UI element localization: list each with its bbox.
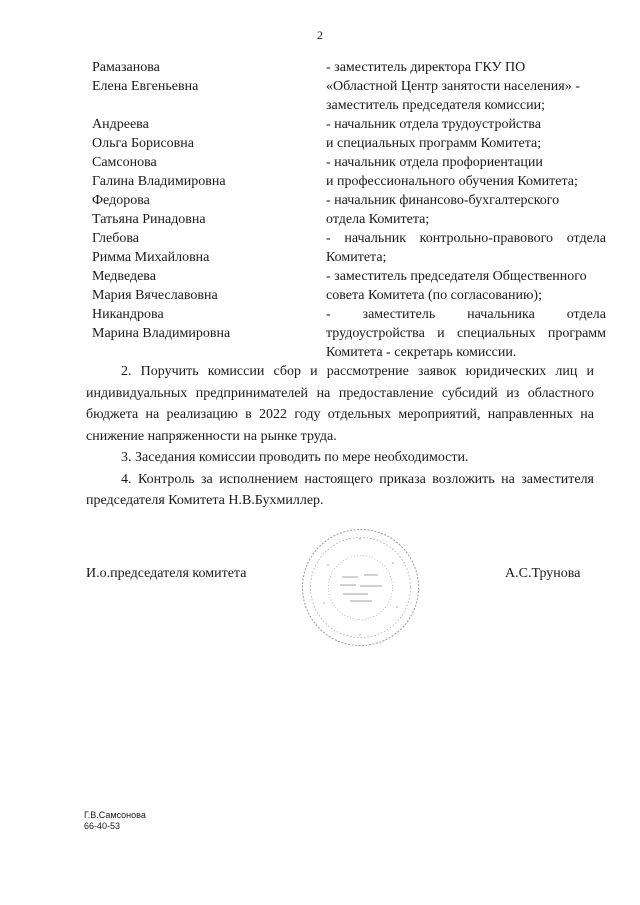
member-role bbox=[326, 191, 606, 229]
order-item-3: 3. Заседания комиссии проводить по мере необходимости. bbox=[121, 450, 469, 465]
member-role bbox=[326, 58, 606, 115]
order-item-4: 4. Контроль за исполнением настоящего приказа возложить на заместителя председателя Комитета Н.В.Бухмиллер. bbox=[86, 471, 594, 508]
commission-members-list bbox=[92, 58, 612, 362]
role-line: Комитета; bbox=[326, 250, 387, 265]
member-surname: Федорова bbox=[92, 193, 150, 208]
role-line: и профессионального обучения Комитета; bbox=[326, 174, 578, 189]
member-surname: Самсонова bbox=[92, 155, 157, 170]
member-role bbox=[326, 115, 606, 153]
executor-footer bbox=[84, 810, 146, 832]
member-name bbox=[92, 229, 312, 267]
signatory-name: А.С.Трунова bbox=[505, 566, 581, 581]
role-line: - начальник отдела трудоустройства bbox=[326, 117, 541, 132]
page-number: 2 bbox=[317, 28, 323, 42]
member-given-names: Римма Михайловна bbox=[92, 250, 210, 265]
member-entry bbox=[92, 191, 612, 229]
member-name bbox=[92, 115, 312, 153]
signatory-title: И.о.председателя комитета bbox=[86, 566, 247, 581]
role-line: - заместитель директора ГКУ ПО bbox=[326, 60, 526, 75]
member-entry bbox=[92, 305, 612, 362]
member-entry bbox=[92, 153, 612, 191]
member-surname: Андреева bbox=[92, 117, 149, 132]
role-line: - начальник отдела профориентации bbox=[326, 155, 543, 170]
role-line: заместитель председателя комиссии; bbox=[326, 98, 545, 113]
member-given-names: Марина Владимировна bbox=[92, 326, 231, 341]
role-line: отдела Комитета; bbox=[326, 212, 430, 227]
member-entry bbox=[92, 58, 612, 115]
role-line: - заместитель председателя Общественного bbox=[326, 269, 587, 284]
member-entry bbox=[92, 229, 612, 267]
member-given-names: Ольга Борисовна bbox=[92, 136, 194, 151]
member-given-names: Татьяна Ринадовна bbox=[92, 212, 206, 227]
role-line: трудоустройства и специальных программ bbox=[326, 326, 606, 341]
order-items bbox=[86, 361, 594, 512]
member-given-names: Мария Вячеславовна bbox=[92, 288, 218, 303]
role-line: Комитета - секретарь комиссии. bbox=[326, 345, 517, 360]
member-surname: Медведева bbox=[92, 269, 156, 284]
member-role bbox=[326, 229, 606, 267]
role-line: «Областной Центр занятости населения» - bbox=[326, 79, 580, 94]
role-line: совета Комитета (по согласованию); bbox=[326, 288, 542, 303]
executor-name: Г.В.Самсонова bbox=[84, 810, 146, 820]
member-surname: Рамазанова bbox=[92, 60, 160, 75]
member-role bbox=[326, 305, 606, 362]
member-role bbox=[326, 267, 606, 305]
role-line: - начальник контрольно-правового отдела bbox=[326, 231, 606, 246]
member-entry bbox=[92, 267, 612, 305]
member-surname: Глебова bbox=[92, 231, 140, 246]
member-given-names: Галина Владимировна bbox=[92, 174, 226, 189]
role-line: и специальных программ Комитета; bbox=[326, 136, 542, 151]
member-name bbox=[92, 153, 312, 191]
order-item-2: 2. Поручить комиссии сбор и рассмотрение заявок юридических лиц и индивидуальных предпринимателей на предоставление субсидий из областного бюджета на реализацию в 2022 году отдельных мероприятий, направленных на снижение напряженности на рынке труда. bbox=[86, 364, 594, 444]
member-role bbox=[326, 153, 606, 191]
role-line: - начальник финансово-бухгалтерского bbox=[326, 193, 560, 208]
member-name bbox=[92, 191, 312, 229]
member-entry bbox=[92, 115, 612, 153]
role-line: - заместитель начальника отдела bbox=[326, 307, 606, 322]
member-surname: Никандрова bbox=[92, 307, 164, 322]
member-name bbox=[92, 267, 312, 305]
executor-phone: 66-40-53 bbox=[84, 821, 121, 831]
member-name bbox=[92, 58, 312, 96]
member-name bbox=[92, 305, 312, 343]
official-seal-stamp bbox=[298, 525, 423, 650]
member-given-names: Елена Евгеньевна bbox=[92, 79, 199, 94]
